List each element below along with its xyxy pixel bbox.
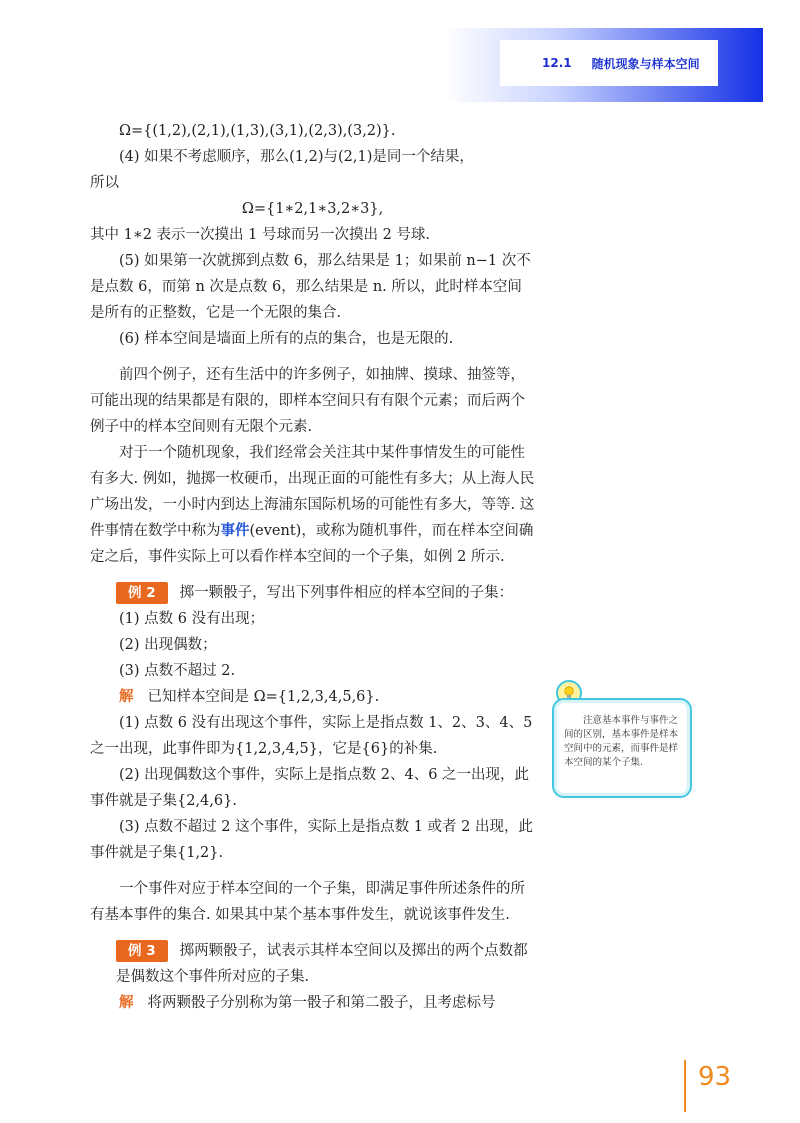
section-title: 随机现象与样本空间 (591, 56, 700, 71)
example-3-tag: 例 3 (116, 940, 168, 962)
solution-intro-text: 已知样本空间是 Ω={1,2,3,4,5,6}. (147, 689, 380, 705)
event-def-text-a: 对于一个随机现象，我们经常会关注其中某件事情发生的可能性有多大. 例如，抛掷一枚硬币，出现正面的可能性有多大；从上海人民广场出发，一小时内到达上海浦东国际机场的可能性有多大，等等. 这件事情在数学中称为 (90, 445, 535, 539)
example-2-question-2: (2) 出现偶数； (119, 637, 217, 653)
paragraph-event-definition (90, 440, 535, 570)
running-header (500, 40, 718, 86)
paragraph-event-subset: 一个事件对应于样本空间的一个子集，即满足事件所述条件的所有基本事件的集合. 如果其中某个基本事件发生，就说该事件发生. (90, 881, 525, 923)
example-2-heading (90, 580, 535, 606)
example-2-question-1: (1) 点数 6 没有出现； (119, 611, 265, 627)
page-number-rule (684, 1060, 686, 1112)
section-number: 12.1 (542, 56, 572, 70)
event-term: 事件 (220, 523, 250, 539)
example-2-solution-2: (2) 出现偶数这个事件，实际上是指点数 2、4、6 之一出现，此事件就是子集{2,4,6}. (90, 767, 530, 809)
page-number: 93 (698, 1062, 732, 1092)
solution-label-3: 解 (119, 995, 134, 1011)
case-6-text: (6) 样本空间是墙面上所有的点的集合，也是无限的. (119, 331, 454, 347)
case-4-explanation: 其中 1∗2 表示一次摸出 1 号球而另一次摸出 2 号球. (90, 227, 431, 243)
example-2-text: 掷一颗骰子，写出下列事件相应的样本空间的子集： (179, 585, 514, 601)
solution-label: 解 (119, 689, 134, 705)
margin-note: 注意基本事件与事件之间的区别，基本事件是样本空间中的元素，而事件是样本空间的某个子集. (552, 698, 692, 798)
example-2-tag: 例 2 (116, 582, 168, 604)
example-3-solution-text: 将两颗骰子分别称为第一骰子和第二骰子，且考虑标号 (147, 995, 496, 1011)
example-3-heading (90, 938, 535, 990)
example-2-question-3: (3) 点数不超过 2. (119, 663, 236, 679)
sample-space-formula-4: Ω={1∗2,1∗3,2∗3}, (241, 201, 384, 217)
example-3-text: 掷两颗骰子，试表示其样本空间以及掷出的两个点数都是偶数这个事件所对应的子集. (116, 943, 528, 985)
example-2-solution-intro (90, 684, 535, 710)
paragraph-finite-infinite: 前四个例子，还有生活中的许多例子，如抽牌、摸球、抽签等，可能出现的结果都是有限的，即样本空间只有有限个元素；而后两个例子中的样本空间则有无限个元素. (90, 367, 525, 435)
event-def-text-b: (event)，或称为随机事件，而在样本空间确定之后，事件实际上可以看作样本空间的一个子集，如例 2 所示. (90, 523, 534, 565)
case-4-text: (4) 如果不考虑顺序，那么(1,2)与(2,1)是同一个结果， (119, 149, 474, 165)
case-5-text: (5) 如果第一次就掷到点数 6，那么结果是 1；如果前 n−1 次不是点数 6，而第 n 次是点数 6，那么结果是 n. 所以，此时样本空间是所有的正整数，它是一个无限的集合. (90, 253, 531, 321)
case-4-continued: 所以 (90, 175, 119, 191)
example-2-solution-3: (3) 点数不超过 2 这个事件，实际上是指点数 1 或者 2 出现，此事件就是子集{1,2}. (90, 819, 533, 861)
example-3-solution (90, 990, 535, 1016)
sample-space-formula-3: Ω={(1,2),(2,1),(1,3),(3,1),(2,3),(3,2)}. (119, 123, 396, 139)
main-text (90, 118, 535, 1016)
example-2-solution-1: (1) 点数 6 没有出现这个事件，实际上是指点数 1、2、3、4、5 之一出现，此事件即为{1,2,3,4,5}，它是{6}的补集. (90, 715, 533, 757)
